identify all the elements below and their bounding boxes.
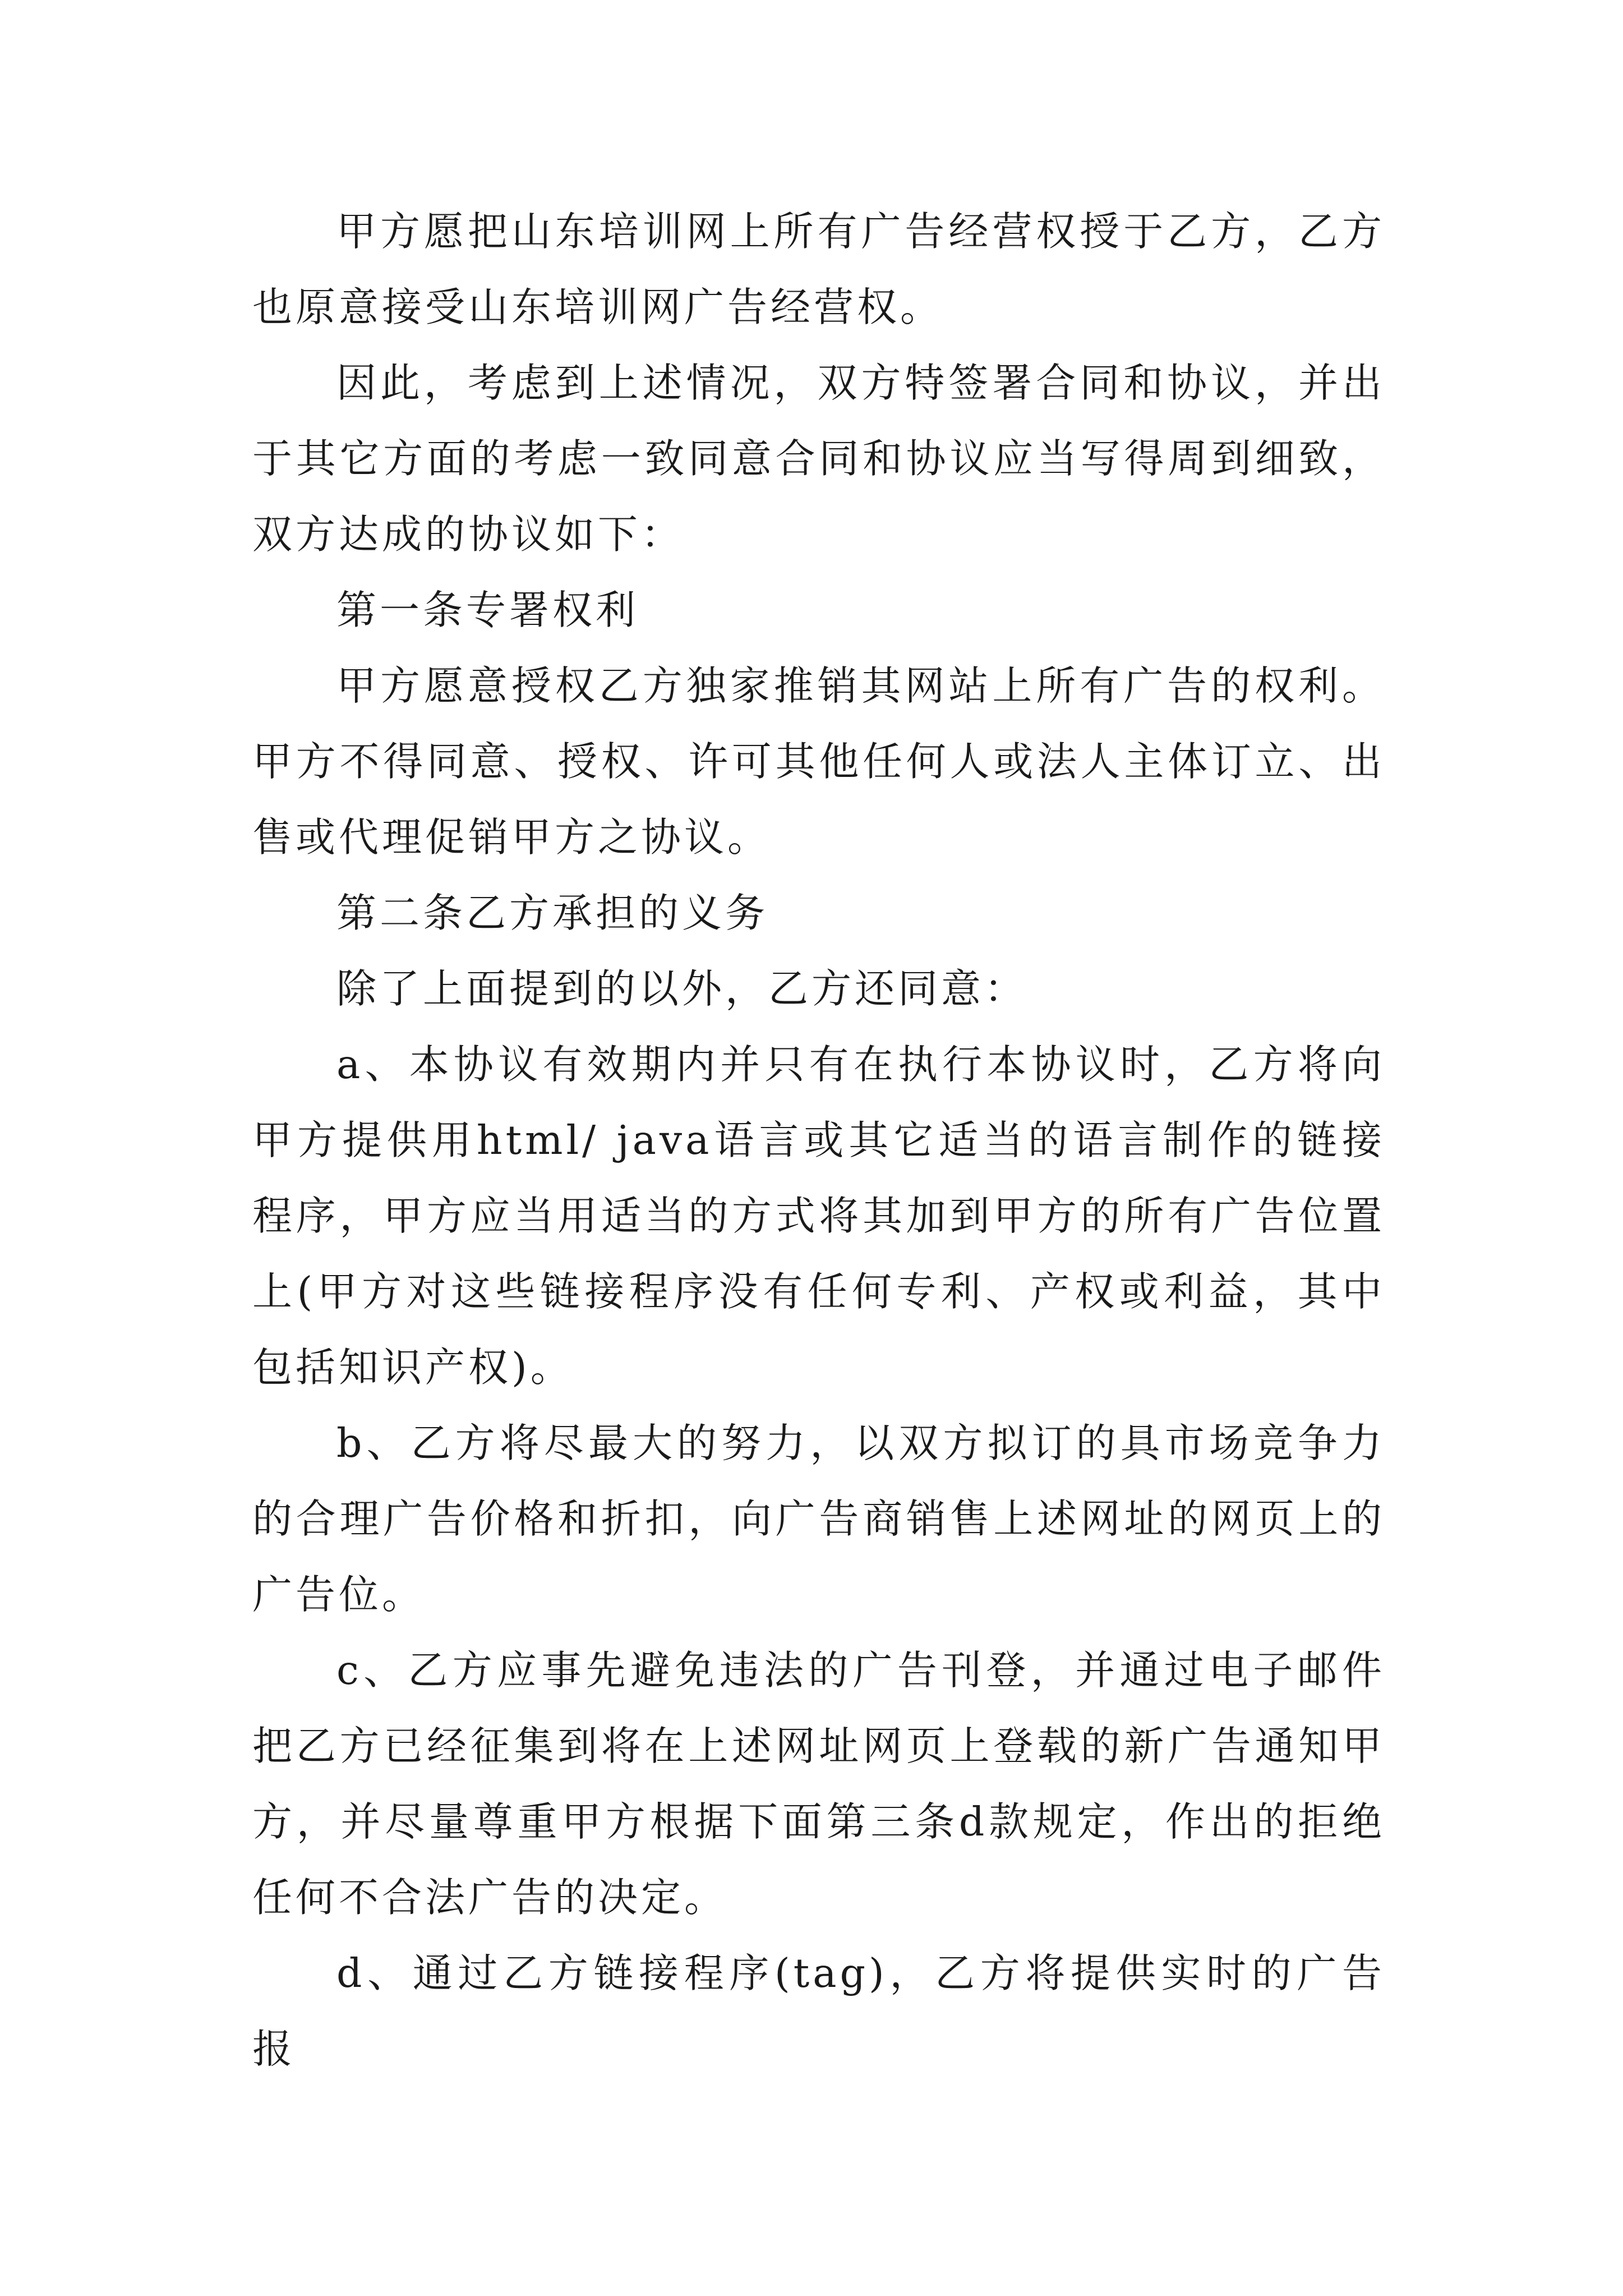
- paragraph-agreement-intro: 因此，考虑到上述情况，双方特签署合同和协议，并出于其它方面的考虑一致同意合同和协议应当写得周到细致，双方达成的协议如下：: [252, 360, 1385, 558]
- heading-article-2: 第二条乙方承担的义务: [336, 890, 769, 936]
- heading-article-1: 第一条专署权利: [336, 587, 639, 633]
- paragraph-article-2-intro: 除了上面提到的以外，乙方还同意：: [336, 965, 1028, 1012]
- paragraph-clause-c: c、乙方应事先避免违法的广告刊登，并通过电子邮件把乙方已经征集到将在上述网址网页上登载的新广告通知甲方，并尽量尊重甲方根据下面第三条d款规定，作出的拒绝任何不合法广告的决定。: [252, 1647, 1385, 1921]
- paragraph-authorization-grant: 甲方愿把山东培训网上所有广告经营权授于乙方，乙方也原意接受山东培训网广告经营权。: [252, 208, 1385, 330]
- document-body: [252, 194, 1385, 2087]
- paragraph-clause-b: b、乙方将尽最大的努力，以双方拟订的具市场竞争力的合理广告价格和折扣，向广告商销售上述网址的网页上的广告位。: [252, 1420, 1385, 1618]
- paragraph-clause-a: a、本协议有效期内并只有在执行本协议时，乙方将向甲方提供用html/ java语言或其它适当的语言制作的链接程序，甲方应当用适当的方式将其加到甲方的所有广告位置上(甲方对这些链接程序没有任何专利、产权或利益，其中包括知识产权)。: [252, 1041, 1385, 1391]
- paragraph-clause-d: d、通过乙方链接程序(tag)，乙方将提供实时的广告报: [252, 1950, 1385, 2072]
- paragraph-article-1-body: 甲方愿意授权乙方独家推销其网站上所有广告的权利。甲方不得同意、授权、许可其他任何人或法人主体订立、出售或代理促销甲方之协议。: [252, 662, 1385, 861]
